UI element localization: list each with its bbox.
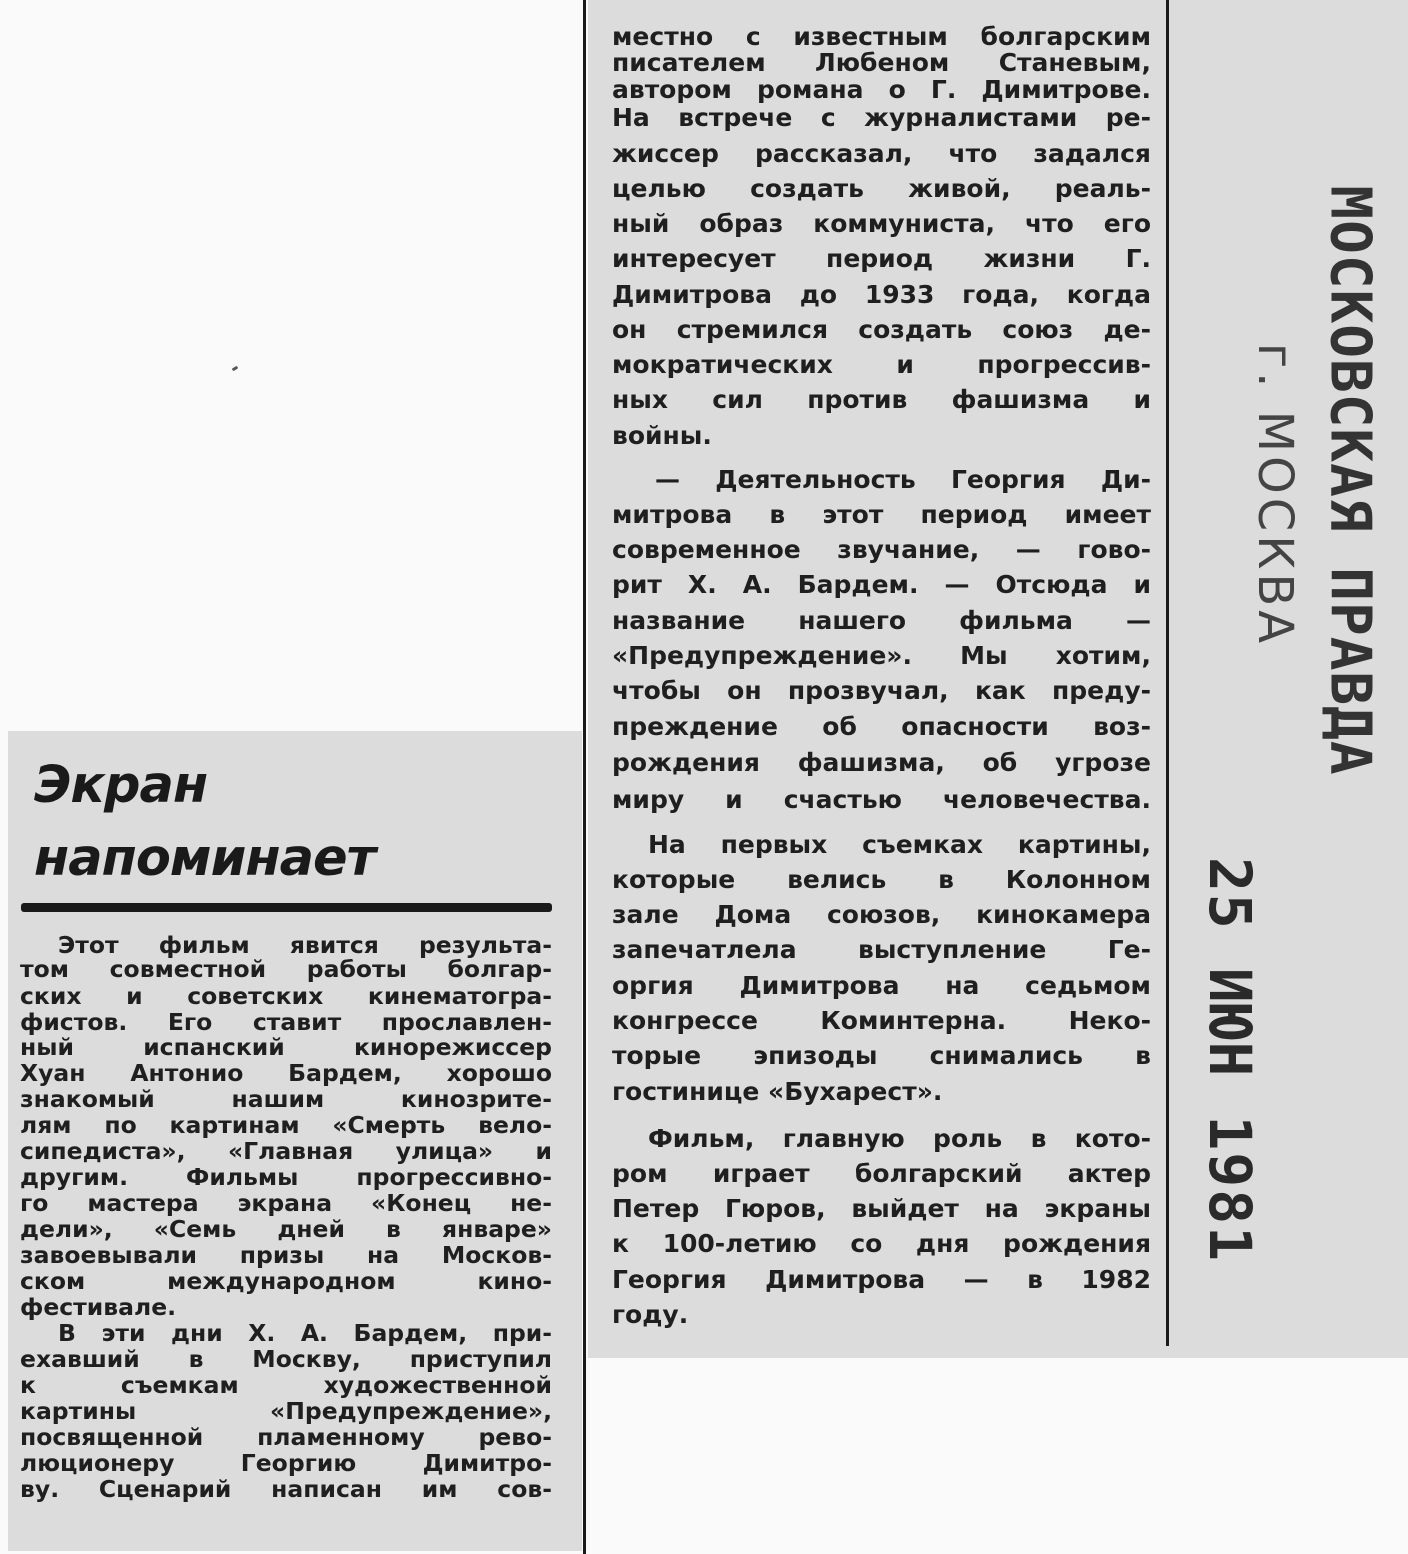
right-text-line: зале Дома союзов, кинокамера bbox=[612, 900, 1151, 929]
right-text-line: Петер Гюров, выйдет на экраны bbox=[612, 1194, 1151, 1223]
right-text-line: Димитрова до 1933 года, когда bbox=[612, 280, 1151, 309]
right-text-line: к 100-летию со дня рождения bbox=[612, 1229, 1151, 1258]
right-text-line: он стремился создать союз де- bbox=[612, 315, 1151, 344]
right-text-line: митрова в этот период имеет bbox=[612, 500, 1151, 529]
right-text-line: местно с известным болгарским bbox=[612, 22, 1151, 51]
right-text-line: ром играет болгарский актер bbox=[612, 1159, 1151, 1188]
left-text-line: В эти дни Х. А. Бардем, при- bbox=[58, 1319, 552, 1347]
stamp-city-text: г. МОСКВА bbox=[1247, 342, 1304, 648]
headline-line-2: напоминает bbox=[34, 829, 376, 888]
left-text-line: другим. Фильмы прогрессивно- bbox=[20, 1163, 552, 1191]
stamp-city bbox=[1245, 330, 1305, 660]
left-text-line: ехавший в Москву, приступил bbox=[20, 1345, 552, 1373]
right-text-line: чтобы он прозвучал, как преду- bbox=[612, 676, 1151, 705]
headline-line-1: Экран bbox=[34, 756, 208, 815]
column-divider-right bbox=[1166, 0, 1169, 1346]
right-text-line: жиссер рассказал, что задался bbox=[612, 139, 1151, 168]
right-text-line: году. bbox=[612, 1300, 689, 1329]
right-text-line: писателем Любеном Станевым, bbox=[612, 48, 1151, 77]
right-text-line: На встрече с журналистами ре- bbox=[612, 103, 1151, 132]
left-text-line: том совместной работы болгар- bbox=[20, 955, 552, 983]
left-text-line: Этот фильм явится результа- bbox=[58, 931, 552, 959]
right-text-line: ный образ коммуниста, что его bbox=[612, 209, 1151, 238]
right-text-line: Георгия Димитрова — в 1982 bbox=[612, 1265, 1151, 1294]
paper-speck bbox=[232, 366, 239, 372]
right-text-line: торые эпизоды снимались в bbox=[612, 1041, 1151, 1070]
right-text-line: войны. bbox=[612, 421, 712, 450]
left-text-line: го мастера экрана «Конец не- bbox=[20, 1189, 552, 1217]
stamp-date-text: 25 ИЮН 1981 bbox=[1196, 856, 1265, 1264]
right-text-line: ных сил против фашизма и bbox=[612, 385, 1151, 414]
left-text-line: к съемкам художественной bbox=[20, 1371, 552, 1399]
right-text-line: рождения фашизма, об угрозе bbox=[612, 748, 1151, 777]
right-text-line: преждение об опасности воз- bbox=[612, 712, 1151, 741]
headline-rule bbox=[21, 903, 552, 912]
left-text-line: ском международном кино- bbox=[20, 1267, 552, 1295]
right-text-line: современное звучание, — гово- bbox=[612, 535, 1151, 564]
right-text-line: На первых съемках картины, bbox=[648, 830, 1151, 859]
right-text-line: мократических и прогрессив- bbox=[612, 350, 1151, 379]
right-text-line: целью создать живой, реаль- bbox=[612, 174, 1151, 203]
left-text-line: ный испанский кинорежиссер bbox=[20, 1033, 552, 1061]
left-text-line: сипедиста», «Главная улица» и bbox=[20, 1137, 552, 1165]
right-text-line: название нашего фильма — bbox=[612, 606, 1151, 635]
column-divider-left bbox=[583, 0, 586, 1554]
right-text-line: — Деятельность Георгия Ди- bbox=[655, 465, 1151, 494]
right-text-line: миру и счастью человечества. bbox=[612, 785, 1151, 814]
right-text-line: интересует период жизни Г. bbox=[612, 244, 1151, 273]
left-text-line: фестивале. bbox=[20, 1293, 177, 1321]
left-text-line: ских и советских кинематогра- bbox=[20, 982, 552, 1010]
left-text-line: картины «Предупреждение», bbox=[20, 1397, 552, 1425]
right-text-line: конгрессе Коминтерна. Неко- bbox=[612, 1006, 1151, 1035]
right-text-line: автором романа о Г. Димитрове. bbox=[612, 75, 1151, 104]
right-text-line: «Предупреждение». Мы хотим, bbox=[612, 641, 1151, 670]
right-text-line: Фильм, главную роль в кото- bbox=[648, 1124, 1151, 1153]
left-text-line: дели», «Семь дней в январе» bbox=[20, 1215, 552, 1243]
stamp-date bbox=[1190, 856, 1270, 1264]
left-text-line: знакомый нашим кинозрите- bbox=[20, 1085, 552, 1113]
right-text-line: запечатлела выступление Ге- bbox=[612, 935, 1151, 964]
right-text-line: оргия Димитрова на седьмом bbox=[612, 971, 1151, 1000]
left-text-line: фистов. Его ставит прославлен- bbox=[20, 1008, 552, 1036]
right-text-line: гостинице «Бухарест». bbox=[612, 1077, 943, 1106]
left-text-line: ву. Сценарий написан им сов- bbox=[20, 1475, 552, 1503]
right-text-line: которые велись в Колонном bbox=[612, 865, 1151, 894]
stamp-newspaper-name bbox=[1315, 184, 1385, 776]
left-text-line: завоевывали призы на Москов- bbox=[20, 1241, 552, 1269]
left-text-line: люционеру Георгию Димитро- bbox=[20, 1449, 552, 1477]
right-text-line: рит Х. А. Бардем. — Отсюда и bbox=[612, 570, 1151, 599]
stamp-newspaper-text: МОСКОВСКАЯ ПРАВДА bbox=[1317, 184, 1383, 776]
left-text-line: Хуан Антонио Бардем, хорошо bbox=[20, 1059, 552, 1087]
left-text-line: посвященной пламенному рево- bbox=[20, 1423, 552, 1451]
left-text-line: лям по картинам «Смерть вело- bbox=[20, 1111, 552, 1139]
